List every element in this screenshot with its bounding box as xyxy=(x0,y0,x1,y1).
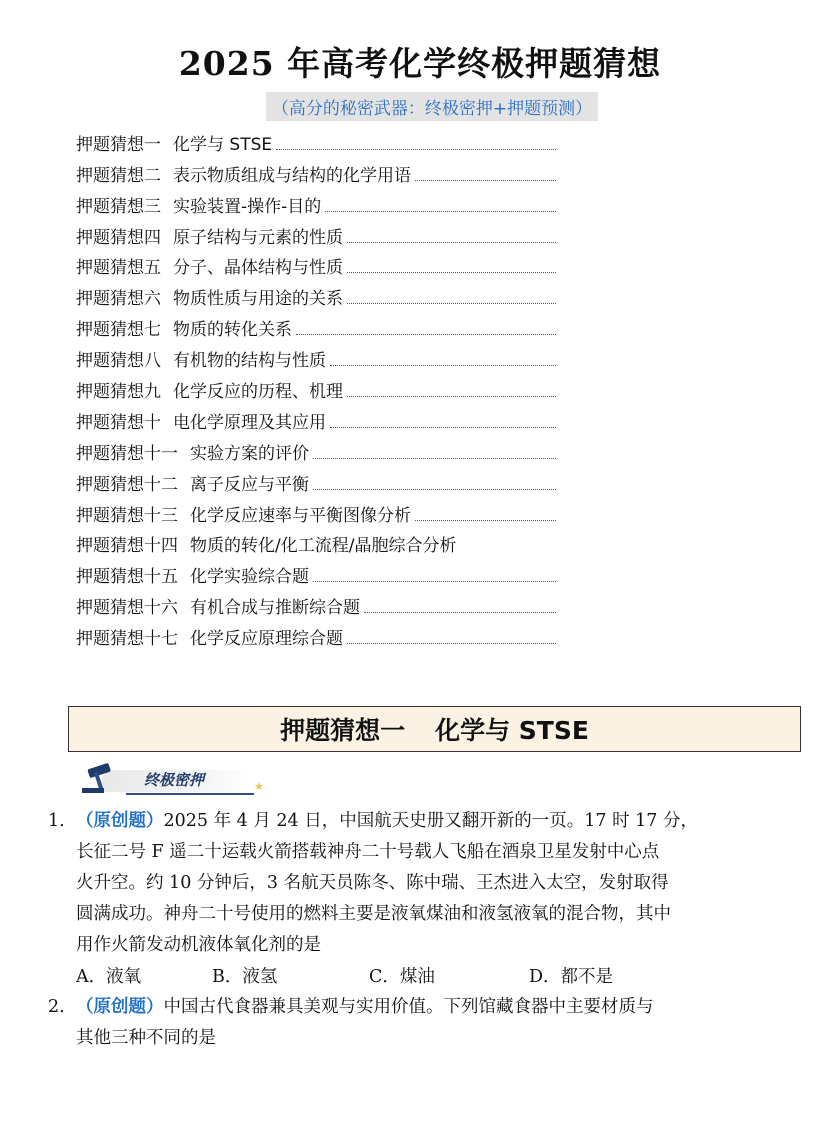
toc-entry-title: 有机合成与推断综合题 xyxy=(190,598,360,619)
toc-entry-title: 电化学原理及其应用 xyxy=(173,412,326,433)
table-of-contents xyxy=(76,124,556,649)
toc-leader-dots xyxy=(347,396,556,397)
option-c: C．煤油 xyxy=(369,967,435,987)
toc-leader-dots xyxy=(313,581,556,582)
toc-entry-number: 押题猜想八 xyxy=(76,351,161,372)
toc-leader-dots xyxy=(415,180,556,181)
toc-entry-title: 物质性质与用途的关系 xyxy=(173,289,343,310)
toc-entry[interactable] xyxy=(76,495,556,526)
star-icon: ★ xyxy=(254,780,264,793)
toc-leader-dots xyxy=(347,242,556,243)
toc-entry-title: 化学实验综合题 xyxy=(190,567,309,588)
toc-entry-number: 押题猜想十七 xyxy=(76,629,178,650)
question-number: 2. xyxy=(48,997,65,1017)
toc-leader-dots xyxy=(415,520,556,521)
toc-entry-title: 物质的转化关系 xyxy=(173,320,292,341)
toc-entry-title: 有机物的结构与性质 xyxy=(173,351,326,372)
question-tag: （原创题） xyxy=(76,811,164,831)
toc-entry-title: 表示物质组成与结构的化学用语 xyxy=(173,165,411,186)
question-1 xyxy=(48,806,800,961)
document-subtitle: （高分的秘密武器：终极密押+押题预测） xyxy=(266,92,598,121)
toc-entry[interactable] xyxy=(76,556,556,587)
toc-entry[interactable] xyxy=(76,433,556,464)
toc-entry-title: 化学反应原理综合题 xyxy=(190,629,343,650)
toc-entry-number: 押题猜想十一 xyxy=(76,443,178,464)
toc-entry[interactable] xyxy=(76,186,556,217)
question-tag: （原创题） xyxy=(76,997,164,1017)
toc-entry[interactable] xyxy=(76,587,556,618)
toc-entry-number: 押题猜想二 xyxy=(76,165,161,186)
toc-entry[interactable] xyxy=(76,526,556,557)
question-line: 其他三种不同的是 xyxy=(76,1028,216,1048)
badge-label: 终极密押 xyxy=(144,771,205,789)
toc-entry-number: 押题猜想十 xyxy=(76,412,161,433)
toc-entry-number: 押题猜想六 xyxy=(76,289,161,310)
toc-entry-title: 实验方案的评价 xyxy=(190,443,309,464)
toc-entry-title: 离子反应与平衡 xyxy=(190,474,309,495)
question-1-options xyxy=(76,962,613,993)
toc-entry-number: 押题猜想十五 xyxy=(76,567,178,588)
toc-entry-number: 押题猜想四 xyxy=(76,227,161,248)
toc-entry-number: 押题猜想七 xyxy=(76,320,161,341)
toc-leader-dots xyxy=(330,427,556,428)
toc-entry-number: 押题猜想九 xyxy=(76,382,161,403)
badge-zhongji-miya xyxy=(78,760,268,800)
question-line: 长征二号 F 遥二十运载火箭搭载神舟二十号载人飞船在酒泉卫星发射中心点 xyxy=(76,842,660,862)
toc-leader-dots xyxy=(347,272,556,273)
option-b: B．液氢 xyxy=(212,967,278,987)
toc-entry[interactable] xyxy=(76,402,556,433)
question-line: 中国古代食器兼具美观与实用价值。下列馆藏食器中主要材质与 xyxy=(163,997,654,1017)
question-line: 圆满成功。神舟二十号使用的燃料主要是液氧煤油和液氢液氧的混合物，其中 xyxy=(76,904,671,924)
toc-entry-number: 押题猜想一 xyxy=(76,134,161,155)
toc-entry[interactable] xyxy=(76,618,556,649)
toc-entry-number: 押题猜想十二 xyxy=(76,474,178,495)
question-number: 1. xyxy=(48,811,65,831)
document-title: 2025 年高考化学终极押题猜想 xyxy=(178,44,662,83)
toc-entry[interactable] xyxy=(76,340,556,371)
section-heading xyxy=(68,706,801,752)
toc-leader-dots xyxy=(364,612,556,613)
gavel-icon xyxy=(78,760,128,796)
toc-leader-dots xyxy=(347,303,556,304)
question-2 xyxy=(48,992,800,1054)
toc-entry-title: 实验装置-操作-目的 xyxy=(173,196,322,217)
toc-leader-dots xyxy=(296,334,556,335)
toc-entry[interactable] xyxy=(76,278,556,309)
question-line: 用作火箭发动机液体氧化剂的是 xyxy=(76,935,321,955)
toc-entry-number: 押题猜想十六 xyxy=(76,598,178,619)
toc-entry-number: 押题猜想三 xyxy=(76,196,161,217)
question-line: 火升空。约 10 分钟后，3 名航天员陈冬、陈中瑞、王杰进入太空，发射取得 xyxy=(76,873,669,893)
option-a: A．液氧 xyxy=(76,967,142,987)
question-line: 2025 年 4 月 24 日，中国航天史册又翻开新的一页。17 时 17 分， xyxy=(163,811,698,831)
toc-leader-dots xyxy=(347,643,556,644)
toc-leader-dots xyxy=(330,365,556,366)
toc-leader-dots xyxy=(313,458,556,459)
toc-entry-number: 押题猜想十三 xyxy=(76,505,178,526)
toc-entry[interactable] xyxy=(76,217,556,248)
toc-leader-dots xyxy=(313,489,556,490)
toc-entry[interactable] xyxy=(76,464,556,495)
toc-entry[interactable] xyxy=(76,309,556,340)
toc-leader-dots xyxy=(276,149,556,150)
toc-entry[interactable] xyxy=(76,371,556,402)
option-d: D．都不是 xyxy=(529,967,614,987)
toc-entry-title: 原子结构与元素的性质 xyxy=(173,227,343,248)
toc-entry-number: 押题猜想五 xyxy=(76,258,161,279)
toc-entry[interactable] xyxy=(76,124,556,155)
toc-entry-title: 化学与 STSE xyxy=(173,134,273,155)
toc-entry[interactable] xyxy=(76,155,556,186)
section-title: 化学与 STSE xyxy=(435,716,589,745)
toc-entry-title: 化学反应速率与平衡图像分析 xyxy=(190,505,411,526)
toc-entry-title: 化学反应的历程、机理 xyxy=(173,382,343,403)
section-number: 押题猜想一 xyxy=(280,716,406,745)
toc-entry-title: 分子、晶体结构与性质 xyxy=(173,258,343,279)
toc-leader-dots xyxy=(325,211,556,212)
toc-entry-title: 物质的转化/化工流程/晶胞综合分析 xyxy=(190,536,457,557)
toc-entry-number: 押题猜想十四 xyxy=(76,536,178,557)
toc-entry[interactable] xyxy=(76,248,556,279)
